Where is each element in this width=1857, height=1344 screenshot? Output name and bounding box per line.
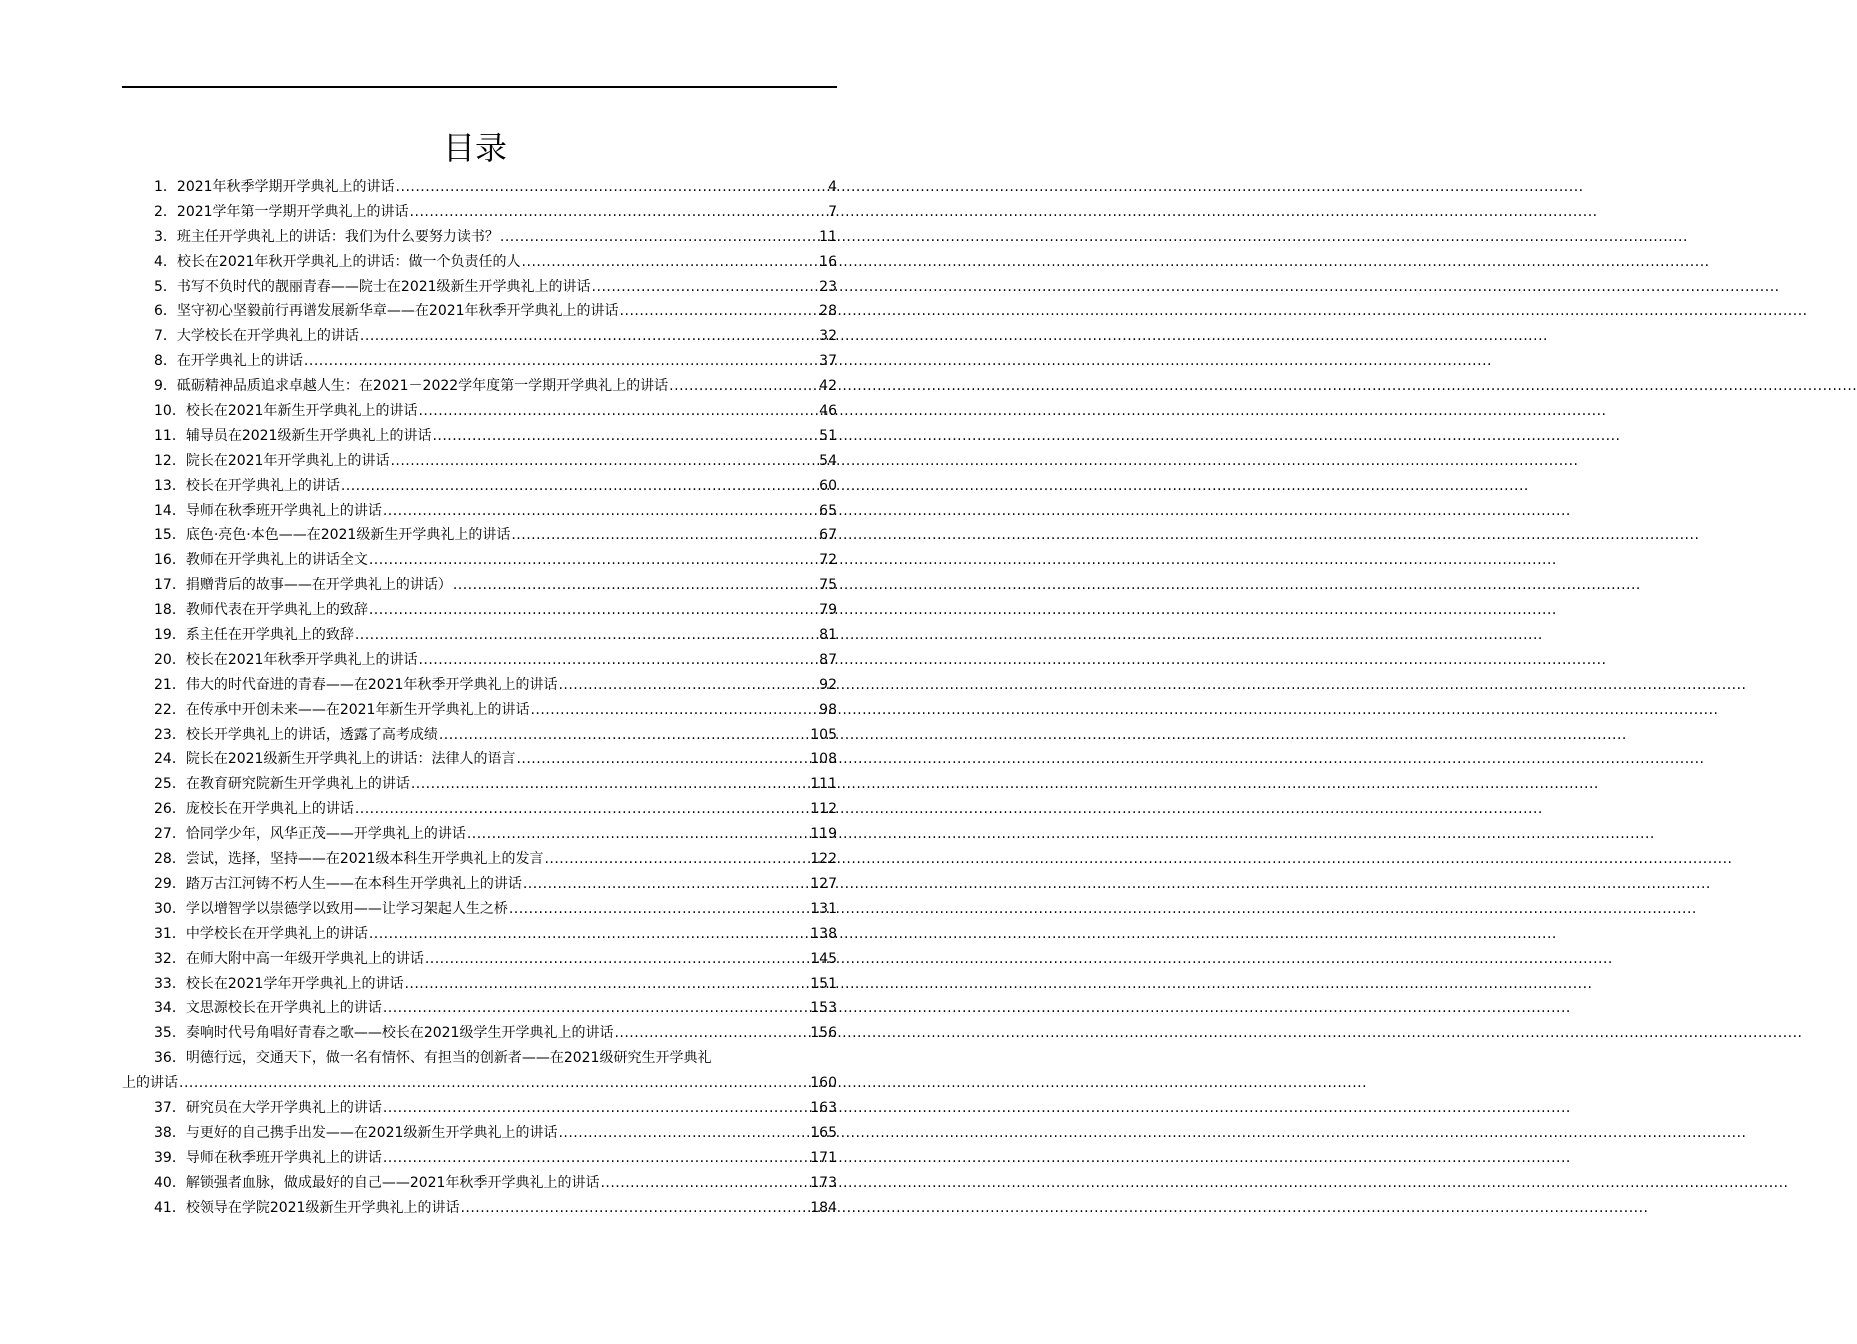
- toc-entry[interactable]: [122, 1096, 837, 1121]
- toc-entry-label: 11．辅导员在2021级新生开学典礼上的讲话: [154, 427, 432, 444]
- toc-entry-page-number: 163: [810, 1099, 837, 1116]
- dot-leader: [530, 698, 818, 723]
- dot-leader: [179, 1071, 809, 1096]
- toc-entry-page-number: 92: [819, 676, 837, 693]
- toc-entry-page-number: 108: [810, 751, 837, 768]
- toc-entry-page-number: 112: [810, 801, 837, 818]
- toc-entry[interactable]: [122, 1121, 837, 1146]
- toc-entry-page-number: 65: [819, 502, 837, 519]
- toc-entry[interactable]: [122, 1021, 837, 1046]
- toc-entry[interactable]: [122, 598, 837, 623]
- toc-title: 目录: [442, 129, 507, 167]
- toc-entry-page-number: 11: [819, 228, 837, 245]
- dot-leader: [355, 623, 818, 648]
- dot-leader: [467, 822, 809, 847]
- toc-entry-continuation: [122, 1071, 837, 1096]
- toc-entry-label: 6．坚守初心坚毅前行再谱发展新华章——在2021年秋季开学典礼上的讲话: [154, 303, 619, 320]
- toc-entry-page-number: 111: [810, 776, 837, 793]
- toc-entry-label: 40．解锁强者血脉，做成最好的自己——2021年秋季开学典礼上的讲话: [154, 1174, 600, 1191]
- toc-entry-page-number: 16: [819, 253, 837, 270]
- toc-entry[interactable]: [122, 747, 837, 772]
- toc-entry-label: 28．尝试，选择，坚持——在2021级本科生开学典礼上的发言: [154, 851, 544, 868]
- toc-entry[interactable]: [122, 175, 837, 200]
- dot-leader: [511, 523, 818, 548]
- toc-entry[interactable]: [122, 275, 837, 300]
- toc-entry-label: 19．系主任在开学典礼上的致辞: [154, 627, 354, 644]
- toc-entry[interactable]: [122, 772, 837, 797]
- dot-leader: [614, 1021, 809, 1046]
- toc-entry[interactable]: [122, 822, 837, 847]
- dot-leader: [355, 797, 809, 822]
- toc-entry[interactable]: [122, 797, 837, 822]
- dot-leader: [390, 449, 818, 474]
- toc-entry[interactable]: [122, 449, 837, 474]
- toc-entry[interactable]: [122, 947, 837, 972]
- dot-leader: [439, 723, 809, 748]
- toc-entry-label: 27．恰同学少年，风华正茂——开学典礼上的讲话: [154, 826, 466, 843]
- dot-leader: [369, 598, 818, 623]
- toc-entry-label: 29．踏万古江河铸不朽人生——在本科生开学典礼上的讲话: [154, 875, 522, 892]
- toc-entry-label: 31．中学校长在开学典礼上的讲话: [154, 925, 368, 942]
- toc-entry-label: 13．校长在开学典礼上的讲话: [154, 477, 340, 494]
- toc-entry[interactable]: [122, 225, 837, 250]
- toc-entry[interactable]: [122, 349, 837, 374]
- dot-leader: [411, 772, 809, 797]
- toc-entry-page-number: 23: [819, 278, 837, 295]
- toc-entry[interactable]: [122, 474, 837, 499]
- toc-entry-label: 5．书写不负时代的靓丽青春——院士在2021级新生开学典礼上的讲话: [154, 278, 591, 295]
- toc-list: [122, 175, 837, 1220]
- dot-leader: [383, 1096, 809, 1121]
- toc-entry-page-number: 165: [810, 1124, 837, 1141]
- toc-entry[interactable]: [122, 523, 837, 548]
- dot-leader: [369, 548, 818, 573]
- toc-entry-page-number: 98: [819, 701, 837, 718]
- toc-entry-label: 35．奏响时代号角唱好青春之歌——校长在2021级学生开学典礼上的讲话: [154, 1025, 614, 1042]
- toc-entry-label: 34．文思源校长在开学典礼上的讲话: [154, 1000, 382, 1017]
- toc-entry-label: 21．伟大的时代奋进的青春——在2021年秋季开学典礼上的讲话: [154, 676, 558, 693]
- toc-entry[interactable]: [122, 623, 837, 648]
- toc-entry-label: 37．研究员在大学开学典礼上的讲话: [154, 1099, 382, 1116]
- toc-entry[interactable]: [122, 648, 837, 673]
- toc-entry-label: 20．校长在2021年秋季开学典礼上的讲话: [154, 651, 418, 668]
- dot-leader: [432, 424, 818, 449]
- toc-entry-page-number: 173: [810, 1174, 837, 1191]
- dot-leader: [516, 747, 809, 772]
- dot-leader: [592, 275, 819, 300]
- header-rule: [122, 86, 837, 88]
- dot-leader: [396, 175, 828, 200]
- toc-entry-page-number: 4: [828, 179, 837, 195]
- toc-entry-page-number: 131: [810, 900, 837, 917]
- dot-leader: [620, 299, 819, 324]
- toc-entry[interactable]: [122, 996, 837, 1021]
- toc-entry-page-number: 122: [810, 851, 837, 868]
- toc-entry-page-number: 151: [810, 975, 837, 992]
- toc-entry[interactable]: [122, 897, 837, 922]
- toc-entry-page-number: 32: [819, 328, 837, 345]
- toc-entry[interactable]: [122, 548, 837, 573]
- toc-entry-label: 12．院长在2021年开学典礼上的讲话: [154, 452, 390, 469]
- toc-entry[interactable]: [122, 872, 837, 897]
- dot-leader: [304, 349, 818, 374]
- toc-entry-page-number: 160: [810, 1075, 837, 1092]
- dot-leader: [509, 897, 809, 922]
- toc-entry-page-number: 42: [819, 378, 837, 395]
- toc-entry-label: 18．教师代表在开学典礼上的致辞: [154, 602, 368, 619]
- toc-entry[interactable]: [122, 1046, 837, 1096]
- dot-leader: [383, 1146, 809, 1171]
- toc-entry[interactable]: [122, 424, 837, 449]
- toc-entry-page-number: 171: [810, 1149, 837, 1166]
- toc-entry-page-number: 54: [819, 452, 837, 469]
- dot-leader: [404, 972, 809, 997]
- dot-leader: [453, 573, 818, 598]
- toc-entry-label: 22．在传承中开创未来——在2021年新生开学典礼上的讲话: [154, 701, 530, 718]
- toc-entry-page-number: 184: [810, 1199, 837, 1216]
- toc-entry-page-number: 72: [819, 552, 837, 569]
- dot-leader: [522, 250, 819, 275]
- toc-entry-label: 8．在开学典礼上的讲话: [154, 353, 303, 370]
- dot-leader: [418, 648, 818, 673]
- toc-entry-page-number: 127: [810, 875, 837, 892]
- toc-entry-label: 32．在师大附中高一年级开学典礼上的讲话: [154, 950, 424, 967]
- dot-leader: [369, 922, 809, 947]
- toc-entry[interactable]: [122, 673, 837, 698]
- toc-entry-label: 10．校长在2021年新生开学典礼上的讲话: [154, 403, 418, 420]
- toc-entry-page-number: 138: [810, 925, 837, 942]
- toc-entry-page-number: 81: [819, 627, 837, 644]
- toc-entry[interactable]: [122, 573, 837, 598]
- toc-entry[interactable]: [122, 499, 837, 524]
- toc-entry-page-number: 119: [810, 826, 837, 843]
- toc-entry[interactable]: [122, 922, 837, 947]
- toc-entry[interactable]: [122, 972, 837, 997]
- toc-entry[interactable]: [122, 250, 837, 275]
- toc-entry-label: 14．导师在秋季班开学典礼上的讲话: [154, 502, 382, 519]
- toc-entry-label: 41．校领导在学院2021级新生开学典礼上的讲话: [154, 1199, 460, 1216]
- dot-leader: [558, 673, 818, 698]
- toc-entry-page-number: 51: [819, 427, 837, 444]
- toc-entry-label: 33．校长在2021学年开学典礼上的讲话: [154, 975, 404, 992]
- toc-entry[interactable]: [122, 847, 837, 872]
- toc-entry-page-number: 79: [819, 602, 837, 619]
- dot-leader: [600, 1171, 809, 1196]
- dot-leader: [425, 947, 809, 972]
- toc-entry-label: 15．底色·亮色·本色——在2021级新生开学典礼上的讲话: [154, 527, 511, 544]
- toc-entry-label: 36．明德行远，交通天下，做一名有情怀、有担当的创新者——在2021级研究生开学典礼: [154, 1050, 712, 1067]
- toc-entry-page-number: 60: [819, 477, 837, 494]
- toc-entry[interactable]: [122, 299, 837, 324]
- toc-entry[interactable]: [122, 374, 837, 399]
- dot-leader: [544, 847, 809, 872]
- toc-entry[interactable]: [122, 698, 837, 723]
- toc-entry-label: 2．2021学年第一学期开学典礼上的讲话: [154, 203, 409, 220]
- toc-entry-label: 3．班主任开学典礼上的讲话：我们为什么要努力读书？: [154, 228, 499, 245]
- dot-leader: [383, 499, 818, 524]
- dot-leader: [383, 996, 809, 1021]
- toc-entry-page-number: 145: [810, 950, 837, 967]
- toc-entry-page-number: 75: [819, 577, 837, 594]
- toc-entry-page-number: 67: [819, 527, 837, 544]
- toc-entry-page-number: 105: [810, 726, 837, 743]
- toc-entry-page-number: 156: [810, 1025, 837, 1042]
- dot-leader: [360, 324, 818, 349]
- dot-leader: [523, 872, 809, 897]
- toc-entry-page-number: 37: [819, 353, 837, 370]
- dot-leader: [460, 1196, 809, 1221]
- dot-leader: [418, 399, 818, 424]
- toc-entry-label: 4．校长在2021年秋开学典礼上的讲话：做一个负责任的人: [154, 253, 521, 270]
- dot-leader: [500, 225, 818, 250]
- toc-entry-page-number: 7: [828, 203, 837, 220]
- toc-entry-page-number: 153: [810, 1000, 837, 1017]
- toc-entry-label: 23．校长开学典礼上的讲话，透露了高考成绩: [154, 726, 438, 743]
- toc-entry[interactable]: [122, 1171, 837, 1196]
- toc-entry-page-number: 28: [819, 303, 837, 320]
- toc-entry[interactable]: [122, 324, 837, 349]
- toc-entry-label: 30．学以增智学以崇德学以致用——让学习架起人生之桥: [154, 900, 508, 917]
- toc-entry-label: 25．在教育研究院新生开学典礼上的讲话: [154, 776, 410, 793]
- dot-leader: [341, 474, 818, 499]
- toc-entry[interactable]: [122, 723, 837, 748]
- toc-entry-label: 39．导师在秋季班开学典礼上的讲话: [154, 1149, 382, 1166]
- toc-entry-label-continued: 上的讲话: [122, 1075, 178, 1092]
- toc-entry-label: 9．砥砺精神品质追求卓越人生：在2021－2022学年度第一学期开学典礼上的讲话: [154, 378, 669, 395]
- toc-entry-label: 7．大学校长在开学典礼上的讲话: [154, 328, 359, 345]
- dot-leader: [410, 200, 828, 225]
- toc-entry-label: 16．教师在开学典礼上的讲话全文: [154, 552, 368, 569]
- toc-entry[interactable]: [122, 1196, 837, 1221]
- toc-entry-label: 17．捐赠背后的故事——在开学典礼上的讲话）: [154, 577, 452, 594]
- toc-entry-page-number: 46: [819, 403, 837, 420]
- dot-leader: [669, 374, 818, 399]
- toc-entry[interactable]: [122, 1146, 837, 1171]
- toc-entry[interactable]: [122, 399, 837, 424]
- toc-entry-label: 26．庞校长在开学典礼上的讲话: [154, 801, 354, 818]
- dot-leader: [558, 1121, 809, 1146]
- toc-entry-label: 24．院长在2021级新生开学典礼上的讲话：法律人的语言: [154, 751, 516, 768]
- toc-entry-label: 1．2021年秋季学期开学典礼上的讲话: [154, 179, 395, 195]
- toc-entry-page-number: 87: [819, 651, 837, 668]
- toc-entry[interactable]: [122, 200, 837, 225]
- toc-entry-label: 38．与更好的自己携手出发——在2021级新生开学典礼上的讲话: [154, 1124, 558, 1141]
